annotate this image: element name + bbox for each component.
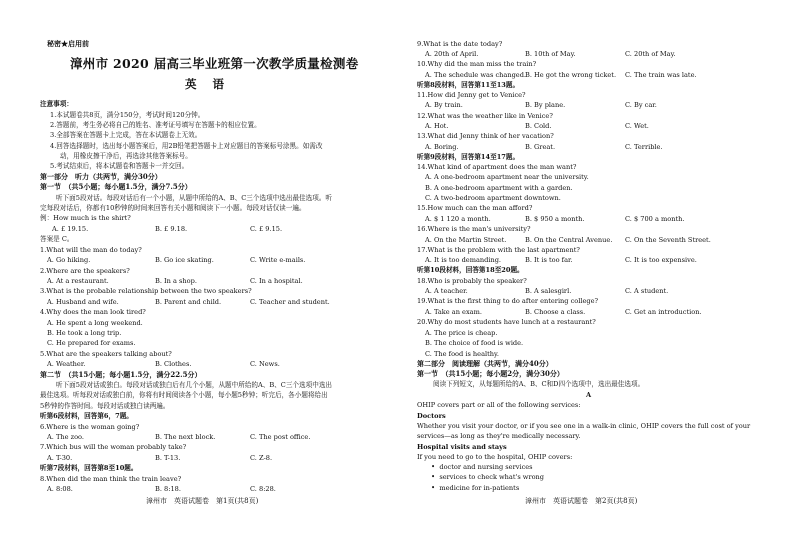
example-answer: 答案是 C。 xyxy=(40,235,74,243)
option: B. Parent and child. xyxy=(155,298,222,306)
option: B. A one-bedroom apartment with a garden. xyxy=(425,184,573,192)
option: C. Terrible. xyxy=(625,143,663,151)
bullet-icon: • xyxy=(431,463,436,471)
option: B. T-13. xyxy=(155,454,181,462)
question-stem: 20.Why do most students have lunch at a restaurant? xyxy=(417,318,596,326)
option: B. The choice of food is wide. xyxy=(425,339,524,347)
option: B. He took a long trip. xyxy=(47,329,122,337)
question-stem: 13.What did Jenny think of her vacation? xyxy=(417,132,554,140)
question-stem: 7.Which bus will the woman probably take? xyxy=(40,443,187,451)
note-item: 3.全部答案在答题卡上完成，答在本试题卷上无效。 xyxy=(50,131,202,139)
part2-heading: 第二部分 阅读理解（共两节，满分40分） xyxy=(417,359,553,368)
note-item: 4.回答选择题时，选出每小题答案后，用2B铅笔把答题卡上对应题目的答案标号涂黑。如需改 xyxy=(50,142,323,150)
option: A. The zoo. xyxy=(47,433,84,441)
passage-subheading: Hospital visits and stays xyxy=(417,443,507,451)
option: B. 10th of May. xyxy=(525,50,576,58)
option: A. By train. xyxy=(425,101,463,109)
question-stem: 17.What is the problem with the last apartment? xyxy=(417,246,580,254)
option: B. $ 950 a month. xyxy=(525,215,585,223)
exam-title: 漳州市 2020 届高三毕业班第一次教学质量检测卷 xyxy=(70,56,359,71)
option: B. The next block. xyxy=(155,433,216,441)
question-stem: 5.What are the speakers talking about? xyxy=(40,350,172,358)
group-heading: 听第8段材料，回答第11至13题。 xyxy=(417,81,520,89)
bullet-icon: • xyxy=(431,473,436,481)
bullet-item xyxy=(431,473,544,481)
subject-title: 英 语 xyxy=(185,77,231,91)
question-stem: 18.Who is probably the speaker? xyxy=(417,277,527,285)
option: B. 8:18. xyxy=(155,485,181,493)
option: B. It is too far. xyxy=(525,256,573,264)
option: B. Choose a class. xyxy=(525,308,586,316)
page-footer: 漳州市 英语试题卷 第1页(共8页) xyxy=(146,497,259,505)
group-heading: 听第10段材料，回答第18至20题。 xyxy=(417,266,524,274)
part1-sec2-heading: 第二节 （共15小题；每小题1.5分，满分22.5分） xyxy=(40,370,202,379)
option: C. The food is healthy. xyxy=(425,350,499,358)
question-stem: 14.What kind of apartment does the man want? xyxy=(417,163,577,171)
part1-sec1-heading: 第一节 （共5小题；每小题1.5分，满分7.5分） xyxy=(40,182,192,191)
example-question: 例：How much is the shirt? xyxy=(40,214,131,222)
bullet-text: doctor and nursing services xyxy=(439,463,533,471)
instruction: 5秒钟的作答时间。每段对话或独白读两遍。 xyxy=(40,402,170,410)
note-item: 5.考试结束后，将本试题卷和答题卡一并交回。 xyxy=(50,162,189,170)
option: C. News. xyxy=(250,360,280,368)
question-stem: 4.Why does the man look tired? xyxy=(40,308,146,316)
option: C. A two-bedroom apartment downtown. xyxy=(425,194,561,202)
option: A. 20th of April. xyxy=(425,50,479,58)
question-stem: 8.When did the man think the train leave? xyxy=(40,475,182,483)
option: A. Husband and wife. xyxy=(47,298,119,306)
option: C. 20th of May. xyxy=(625,50,676,58)
option: C. $ 700 a month. xyxy=(625,215,685,223)
question-stem: 15.How much can the man afford? xyxy=(417,204,533,212)
question-stem: 16.Where is the man's university? xyxy=(417,225,531,233)
option: A. T-30. xyxy=(47,454,73,462)
option: A. 8:08. xyxy=(47,485,73,493)
part1-heading: 第一部分 听力（共两节，满分30分） xyxy=(40,172,162,181)
option: C. In a hospital. xyxy=(250,277,303,285)
option: C. On the Seventh Street. xyxy=(625,236,711,244)
question-stem: 6.Where is the woman going? xyxy=(40,423,140,431)
option: C. The post office. xyxy=(250,433,311,441)
passage-text: services—as long as they're medically necessary. xyxy=(417,432,581,440)
option: C. Get an introduction. xyxy=(625,308,702,316)
note-item: 2.答题前，考生务必将自己的姓名、准考证号填写在答题卡的相应位置。 xyxy=(50,121,261,129)
passage-text: OHIP covers part or all of the following services: xyxy=(417,401,581,409)
instruction: 完每段对话后，你都有10秒钟的时间来回答有关小题和阅读下一小题。每段对话仅读一遍。 xyxy=(40,204,306,212)
option: B. Cold. xyxy=(525,122,552,130)
option: A. At a restaurant. xyxy=(47,277,109,285)
option: B. Great. xyxy=(525,143,556,151)
bullet-icon: • xyxy=(431,484,436,492)
instruction: 听下面5段对话。每段对话后有一个小题，从题中所给的A、B、C三个选项中选出最佳选项。听 xyxy=(56,194,333,202)
passage-subheading: Doctors xyxy=(417,412,446,420)
option: A. $ 1 120 a month. xyxy=(425,215,491,223)
bullet-item xyxy=(431,463,533,471)
option: A. He spent a long weekend. xyxy=(47,319,143,327)
option: B. Go ice skating. xyxy=(155,256,214,264)
option: A. Weather. xyxy=(47,360,86,368)
option: A. On the Martin Street. xyxy=(425,236,507,244)
notes-heading: 注意事项： xyxy=(40,100,73,108)
secret-label: 秘密★启用前 xyxy=(47,39,89,48)
question-stem: 11.How did Jenny get to Venice? xyxy=(417,91,526,99)
note-item: 1.本试题卷共8页，满分150分，考试时间120分钟。 xyxy=(50,111,205,119)
passage-label: A xyxy=(586,391,592,399)
passage-text: Whether you visit your doctor, or if you see one in a walk-in clinic, OHIP covers the full cost of your xyxy=(417,422,751,430)
option: A. The price is cheap. xyxy=(425,329,498,337)
option: C. Write e-mails. xyxy=(250,256,306,264)
option: C. A student. xyxy=(625,287,669,295)
option: C. Wet. xyxy=(625,122,649,130)
option: B. In a shop. xyxy=(155,277,197,285)
question-stem: 19.What is the first thing to do after entering college? xyxy=(417,297,599,305)
question-stem: 9.What is the date today? xyxy=(417,40,503,48)
question-stem: 12.What was the weather like in Venice? xyxy=(417,112,553,120)
option: B. On the Central Avenue. xyxy=(525,236,613,244)
option: A. Take an exam. xyxy=(425,308,482,316)
example-option: C. £ 9.15. xyxy=(250,225,283,233)
option: A. It is too demanding. xyxy=(425,256,502,264)
option: B. By plane. xyxy=(525,101,566,109)
option: A. A one-bedroom apartment near the university. xyxy=(425,173,589,181)
question-stem: 1.What will the man do today? xyxy=(40,246,142,254)
option: A. The schedule was changed. xyxy=(425,71,527,79)
option: A. Go hiking. xyxy=(47,256,91,264)
option: C. The train was late. xyxy=(625,71,697,79)
example-option: B. £ 9.18. xyxy=(155,225,188,233)
bullet-text: medicine for in-patients xyxy=(439,484,520,492)
instruction: 听下面5段对话或独白。每段对话或独白后有几个小题，从题中所给的A、B、C三个选项中选出 xyxy=(56,381,333,389)
option: C. It is too expensive. xyxy=(625,256,697,264)
instruction: 阅读下列短文，从每题所给的A、B、C和D四个选项中，选出最佳选项。 xyxy=(433,380,645,388)
group-heading: 听第6段材料，回答第6，7题。 xyxy=(40,412,133,420)
option: C. 8:28. xyxy=(250,485,276,493)
option: C. Teacher and student. xyxy=(250,298,330,306)
option: B. Clothes. xyxy=(155,360,192,368)
note-item: 动，用橡皮擦干净后，再选涂其他答案标号。 xyxy=(60,152,192,160)
option: A. A teacher. xyxy=(425,287,468,295)
option: A. Hot. xyxy=(425,122,449,130)
option: A. Boring. xyxy=(425,143,459,151)
example-option: A. £ 19.15. xyxy=(52,225,89,233)
group-heading: 听第7段材料，回答第8至10题。 xyxy=(40,464,138,472)
passage-text: If you need to go to the hospital, OHIP covers: xyxy=(417,453,573,461)
bullet-item xyxy=(431,484,519,492)
part2-sec1-heading: 第一节 （共15小题；每小题2分，满分30分） xyxy=(417,369,564,378)
page-footer: 漳州市 英语试题卷 第2页(共8页) xyxy=(525,497,638,505)
question-stem: 3.What is the probable relationship between the two speakers? xyxy=(40,287,252,295)
option: C. By car. xyxy=(625,101,657,109)
instruction: 最佳选项。听每段对话或独白前，你将有时间阅读各个小题，每小题5秒钟；听完后，各小题将给出 xyxy=(40,391,328,399)
bullet-text: services to check what's wrong xyxy=(439,473,545,481)
option: C. He prepared for exams. xyxy=(47,339,136,347)
option: C. Z-8. xyxy=(250,454,273,462)
option: B. A salesgirl. xyxy=(525,287,572,295)
question-stem: 2.Where are the speakers? xyxy=(40,267,130,275)
question-stem: 10.Why did the man miss the train? xyxy=(417,60,537,68)
group-heading: 听第9段材料，回答第14至17题。 xyxy=(417,153,520,161)
option: B. He got the wrong ticket. xyxy=(525,71,617,79)
